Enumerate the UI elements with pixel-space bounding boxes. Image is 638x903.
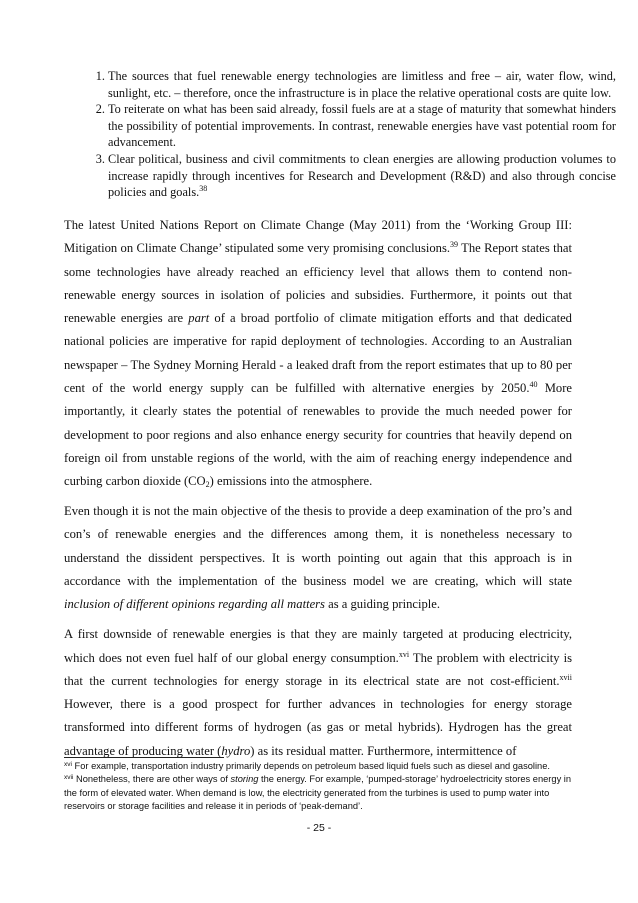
footnote-ref[interactable]: xvii bbox=[559, 672, 572, 682]
page-number: - 25 - bbox=[306, 822, 332, 834]
footnote-xvi: $^{xvi}$ For example, transportation industry primarily depends on petroleum based liquid fuels such as diesel and gasoline. bbox=[64, 761, 550, 771]
paragraph-un-report: The latest United Nations Report on Climate Change (May 2011) from the ‘Working Group III: Mitigation on Climate Change’ stipulated some very promising conclusions.$^{39}$ The Report states that some technologies have already reached an efficiency level that allows them to contend non-renewable energy sources in isolation of policies and subsidies. Furthermore, it points out that renewable energies are part of a broad portfolio of climate mitigation efforts and that dedicated national policies are imperative for rapid deployment of technologies. According to an Australian newspaper – The Sydney Morning Herald - a leaked draft from the report estimates that up to 80 per cent of the world energy supply can be fulfilled with alternative energies by 2050.40 More importantly, it clearly states the potential of renewables to provide the much needed power for development to poor regions and also enhance energy security for countries that heavily depend on foreign oil from unstable regions of the world, with the aim of reaching energy independence and curbing carbon dioxide $(CO_2)$ emissions into the atmosphere. bbox=[64, 218, 572, 490]
list-item: 2. To reiterate on what has been said already, fossil fuels are at a stage of maturity that somewhat hinders the possibility of potential improvements. In contrast, renewable energies have vast potential room for advancement. bbox=[108, 101, 616, 151]
list-item: 3. Clear political, business and civil commitments to clean energies are allowing production volumes to increase rapidly through incentives for Research and Development (R&D) and also through concise policies and goals.$^{38}$ bbox=[108, 151, 616, 201]
footnote-ref[interactable]: xvi bbox=[398, 649, 410, 659]
footnote-ref[interactable]: 38 bbox=[199, 184, 208, 194]
body-text bbox=[64, 214, 572, 770]
paragraph-downside: A first downside of renewable energies is that they are mainly targeted at producing electricity, which does not even fuel half of our global energy consumption.$^{xvi}$ The problem with electricity is that the current technologies for energy storage in its electrical state are not cost-efficient.$^{xvii}$ However, there is a good prospect for further advances in technologies for energy storage transformed into different forms of hydrogen (as gas or metal hybrids). Hydrogen has the great advantage of producing water (hydro) as its residual matter. Furthermore, intermittence of bbox=[64, 627, 572, 758]
footnote-ref[interactable]: 39 bbox=[450, 240, 458, 250]
paragraph-perspectives: Even though it is not the main objective of the thesis to provide a deep examination of the pro’s and con’s of renewable energies and the differences among them, it is nonetheless necessary to understand the dissident perspectives. It is worth pointing out again that this approach is in accordance with the implementation of the business model we are creating, which will state inclusion of different opinions regarding all matters as a guiding principle. bbox=[64, 504, 572, 612]
footnotes bbox=[64, 760, 572, 814]
footnote-xvii: $^{xvii}$ Nonetheless, there are other ways of storing the energy. For example, ‘pumped-storage’ hydroelectricity stores energy in the form of elevated water. When demand is low, the electricity generated from the turbines is used to pump water into reservoirs or storage facilities and release it in periods of ‘peak-demand’. bbox=[64, 774, 572, 812]
footnote-divider bbox=[64, 757, 224, 758]
numbered-list bbox=[64, 68, 616, 201]
list-item: 1. The sources that fuel renewable energy technologies are limitless and free – air, water flow, wind, sunlight, etc. – therefore, once the infrastructure is in place the relative operational costs are quite low. bbox=[108, 68, 616, 101]
footnote-ref[interactable]: 40 bbox=[529, 380, 538, 390]
